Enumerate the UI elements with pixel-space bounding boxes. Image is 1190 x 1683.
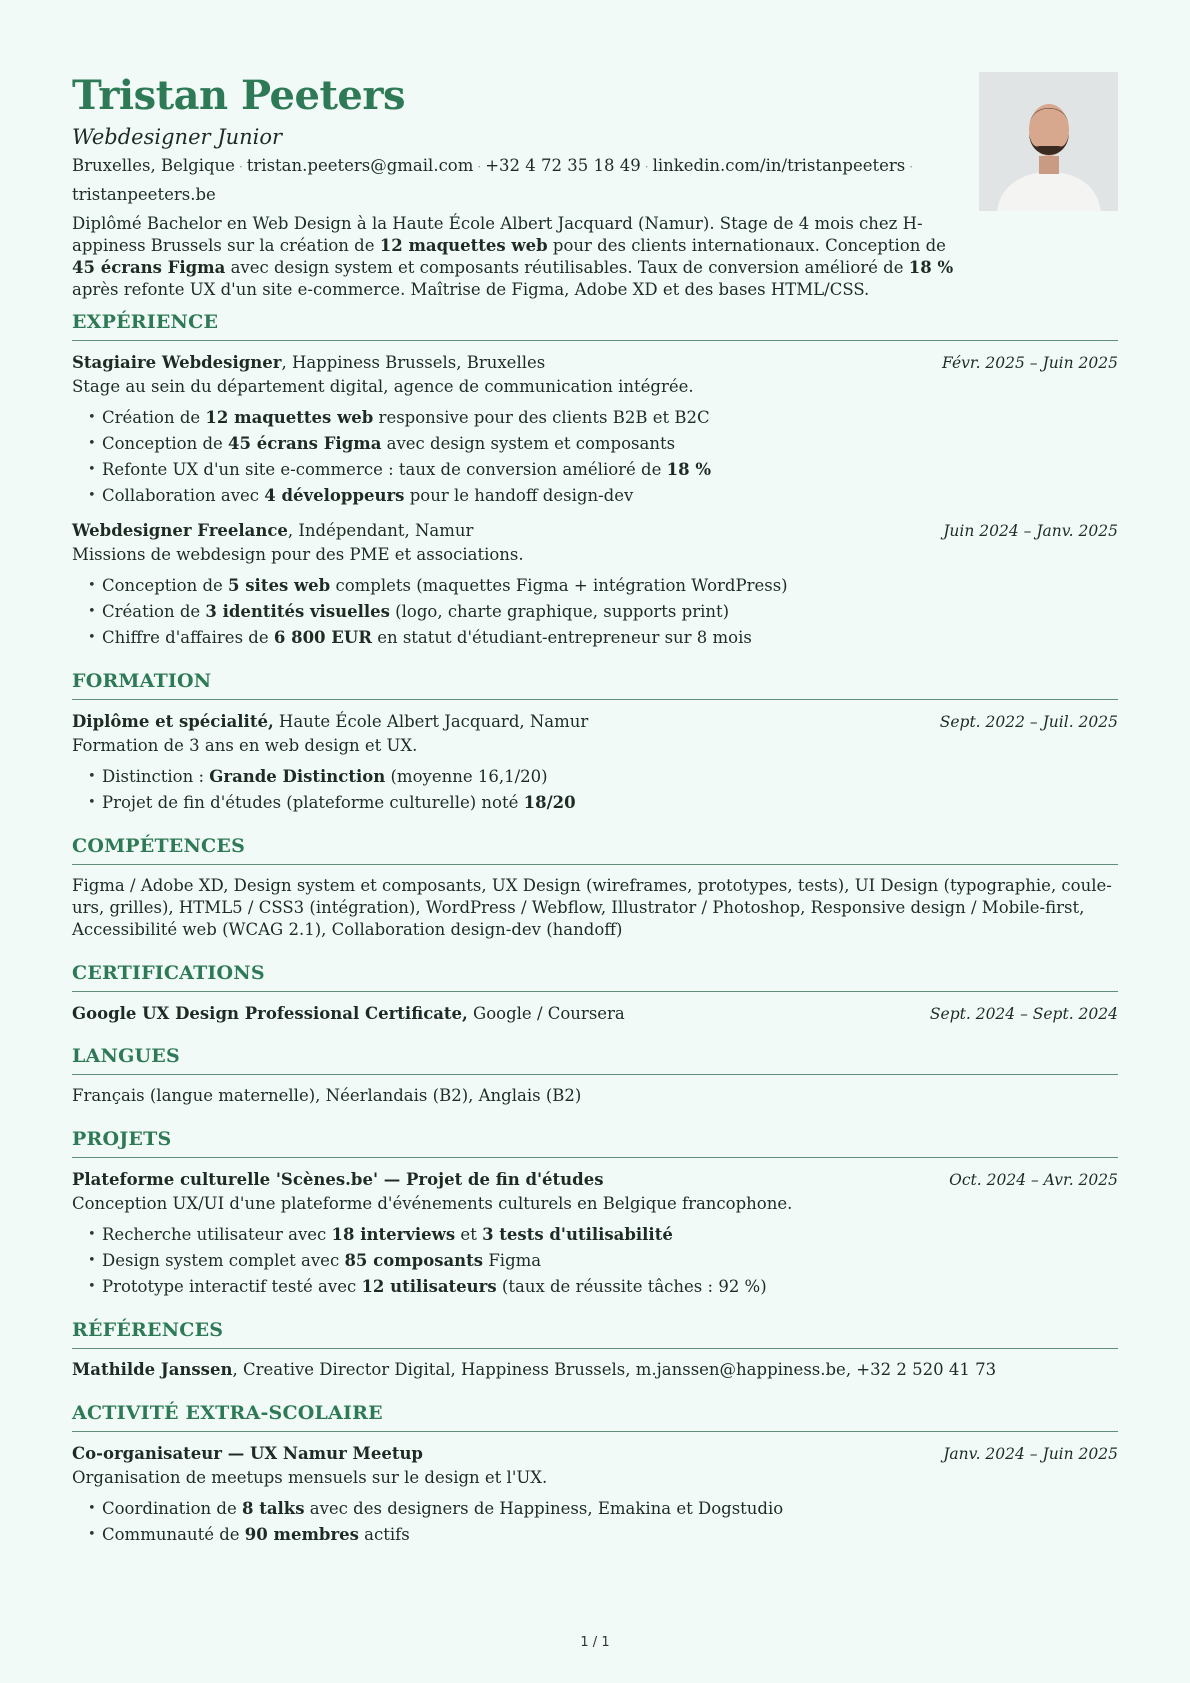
separator-dot: ·: [477, 160, 482, 174]
emphasis: 18 %: [908, 258, 954, 277]
bullet-list: [72, 764, 1118, 816]
linkedin-link[interactable]: linkedin.com/in/tristanpeeters: [652, 156, 906, 175]
section-title: CERTIFICATIONS: [72, 953, 1118, 992]
emphasis: 6 800 EUR: [273, 628, 372, 647]
bullet-item: • Distinction : Grande Distinction (moyenne 16,1/20): [102, 764, 1118, 790]
profile-photo: [979, 72, 1118, 211]
separator-dot: ·: [238, 160, 243, 174]
entry-organization: , Indépendant, Namur: [287, 521, 474, 540]
section-extracurricular: [72, 1393, 1118, 1548]
emphasis: Grande Distinction: [209, 767, 386, 786]
profile-summary: Diplômé Bachelor en Web Design à la Haute École Albert Jacquard (Namur). Stage de 4 mois chez H-appiness Brussels sur la création de 12 maquettes web pour des clients internationaux. Conception de 45 écrans Figma avec design system et composants réutilisables. Taux de conversion amélioré de 18 % après refonte UX d'un site e-commerce. Maîtrise de Figma, Adobe XD et des bases HTML/CSS.: [72, 214, 954, 299]
section-experience: [72, 302, 1118, 651]
separator-dot: ·: [644, 160, 649, 174]
reference-entry: [72, 1359, 1118, 1381]
experience-entry: [72, 351, 1118, 509]
emphasis: 4 développeurs: [264, 486, 405, 505]
education-entry: [72, 710, 1118, 816]
bullet-item: • Création de 3 identités visuelles (logo, charte graphique, supports print): [102, 599, 1118, 625]
bullet-list: [72, 573, 1118, 651]
section-education: [72, 661, 1118, 816]
entry-role: Diplôme et spécialité,: [72, 712, 274, 731]
section-certifications: [72, 953, 1118, 1026]
section-title: FORMATION: [72, 661, 1118, 700]
emphasis: 12 maquettes web: [379, 236, 548, 255]
emphasis: 18 interviews: [331, 1225, 456, 1244]
section-title: PROJETS: [72, 1119, 1118, 1158]
emphasis: 12 maquettes web: [205, 408, 374, 427]
bullet-item: • Coordination de 8 talks avec des designers de Happiness, Emakina et Dogstudio: [102, 1496, 1118, 1522]
section-references: [72, 1310, 1118, 1381]
entry-date: Sept. 2024 – Sept. 2024: [929, 1005, 1118, 1023]
emphasis: 5 sites web: [228, 576, 331, 595]
section-languages: [72, 1036, 1118, 1107]
emphasis: 8 talks: [241, 1499, 305, 1518]
bullet-item: • Collaboration avec 4 développeurs pour le handoff design-dev: [102, 483, 1118, 509]
entry-date: Janv. 2024 – Juin 2025: [943, 1445, 1118, 1463]
section-projects: [72, 1119, 1118, 1300]
phone: +32 4 72 35 18 49: [485, 156, 641, 175]
experience-entry: [72, 519, 1118, 651]
job-title: Webdesigner Junior: [72, 125, 283, 149]
avatar-icon: [979, 72, 1118, 211]
entry-role: Google UX Design Professional Certificate,: [72, 1004, 468, 1023]
emphasis: 45 écrans Figma: [72, 258, 226, 277]
page-number: 1 / 1: [580, 1635, 610, 1650]
entry-description: Conception UX/UI d'une plateforme d'événements culturels en Belgique francophone.: [72, 1194, 793, 1213]
bullet-item: • Projet de fin d'études (plateforme culturelle) noté 18/20: [102, 790, 1118, 816]
section-title: COMPÉTENCES: [72, 826, 1118, 865]
location: Bruxelles, Belgique: [72, 156, 235, 175]
website-link[interactable]: tristanpeeters.be: [72, 185, 216, 204]
bullet-item: • Conception de 5 sites web complets (maquettes Figma + intégration WordPress): [102, 573, 1118, 599]
project-entry: [72, 1168, 1118, 1300]
entry-organization: , Happiness Brussels, Bruxelles: [281, 353, 546, 372]
emphasis: 3 tests d'utilisabilité: [482, 1225, 673, 1244]
reference-details: , Creative Director Digital, Happiness Brussels, m.janssen@happiness.be, +32 2 520 41 73: [232, 1360, 997, 1379]
emphasis: 90 membres: [244, 1525, 359, 1544]
reference-name: Mathilde Janssen: [72, 1360, 233, 1379]
entry-description: Stage au sein du département digital, agence de communication intégrée.: [72, 377, 694, 396]
contact-line: [72, 152, 932, 209]
entry-date: Oct. 2024 – Avr. 2025: [949, 1171, 1118, 1189]
activity-entry: [72, 1442, 1118, 1548]
emphasis: 18 %: [666, 460, 712, 479]
entry-date: Sept. 2022 – Juil. 2025: [939, 713, 1118, 731]
resume-page: [72, 70, 1118, 1558]
entry-role: Stagiaire Webdesigner: [72, 353, 282, 372]
certification-entry: [72, 1002, 1118, 1026]
entry-date: Juin 2024 – Janv. 2025: [943, 522, 1118, 540]
emphasis: 18/20: [523, 793, 576, 812]
skills-list: Figma / Adobe XD, Design system et composants, UX Design (wireframes, prototypes, tests), UI Design (typographie, coule-urs, grilles), HTML5 / CSS3 (intégration), WordPress / Webflow, Illustrator / Photoshop, Responsive design / Mobile-first, Accessibilité web (WCAG 2.1), Collaboration design-dev (handoff): [72, 876, 1112, 939]
entry-role: Webdesigner Freelance: [72, 521, 288, 540]
bullet-item: • Prototype interactif testé avec 12 utilisateurs (taux de réussite tâches : 92 %): [102, 1274, 1118, 1300]
bullet-item: • Communauté de 90 membres actifs: [102, 1522, 1118, 1548]
bullet-item: • Création de 12 maquettes web responsive pour des clients B2B et B2C: [102, 405, 1118, 431]
entry-organization: Haute École Albert Jacquard, Namur: [273, 712, 589, 731]
bullet-list: [72, 405, 1118, 509]
languages-list: Français (langue maternelle), Néerlandais (B2), Anglais (B2): [72, 1086, 582, 1105]
entry-organization: Google / Coursera: [467, 1004, 625, 1023]
section-skills: [72, 826, 1118, 941]
entry-description: Formation de 3 ans en web design et UX.: [72, 736, 418, 755]
section-title: RÉFÉRENCES: [72, 1310, 1118, 1349]
bullet-item: • Refonte UX d'un site e-commerce : taux de conversion amélioré de 18 %: [102, 457, 1118, 483]
bullet-list: [72, 1496, 1118, 1548]
entry-description: Missions de webdesign pour des PME et associations.: [72, 545, 524, 564]
emphasis: 12 utilisateurs: [361, 1277, 497, 1296]
emphasis: 3 identités visuelles: [205, 602, 390, 621]
entry-description: Organisation de meetups mensuels sur le design et l'UX.: [72, 1468, 548, 1487]
entry-role: Co-organisateur — UX Namur Meetup: [72, 1444, 423, 1463]
bullet-item: • Design system complet avec 85 composants Figma: [102, 1248, 1118, 1274]
bullet-item: • Chiffre d'affaires de 6 800 EUR en statut d'étudiant-entrepreneur sur 8 mois: [102, 625, 1118, 651]
bullet-item: • Conception de 45 écrans Figma avec design system et composants: [102, 431, 1118, 457]
entry-date: Févr. 2025 – Juin 2025: [942, 354, 1118, 372]
bullet-item: • Recherche utilisateur avec 18 interviews et 3 tests d'utilisabilité: [102, 1222, 1118, 1248]
section-title: EXPÉRIENCE: [72, 302, 1118, 341]
bullet-list: [72, 1222, 1118, 1300]
entry-role: Plateforme culturelle 'Scènes.be' — Projet de fin d'études: [72, 1170, 604, 1189]
section-title: ACTIVITÉ EXTRA-SCOLAIRE: [72, 1393, 1118, 1432]
resume-header: [72, 70, 1118, 302]
emphasis: 85 composants: [344, 1251, 484, 1270]
separator-dot: ·: [909, 160, 914, 174]
section-title: LANGUES: [72, 1036, 1118, 1075]
emphasis: 45 écrans Figma: [228, 434, 382, 453]
candidate-name: Tristan Peeters: [72, 72, 405, 119]
email-link[interactable]: tristan.peeters@gmail.com: [246, 156, 474, 175]
